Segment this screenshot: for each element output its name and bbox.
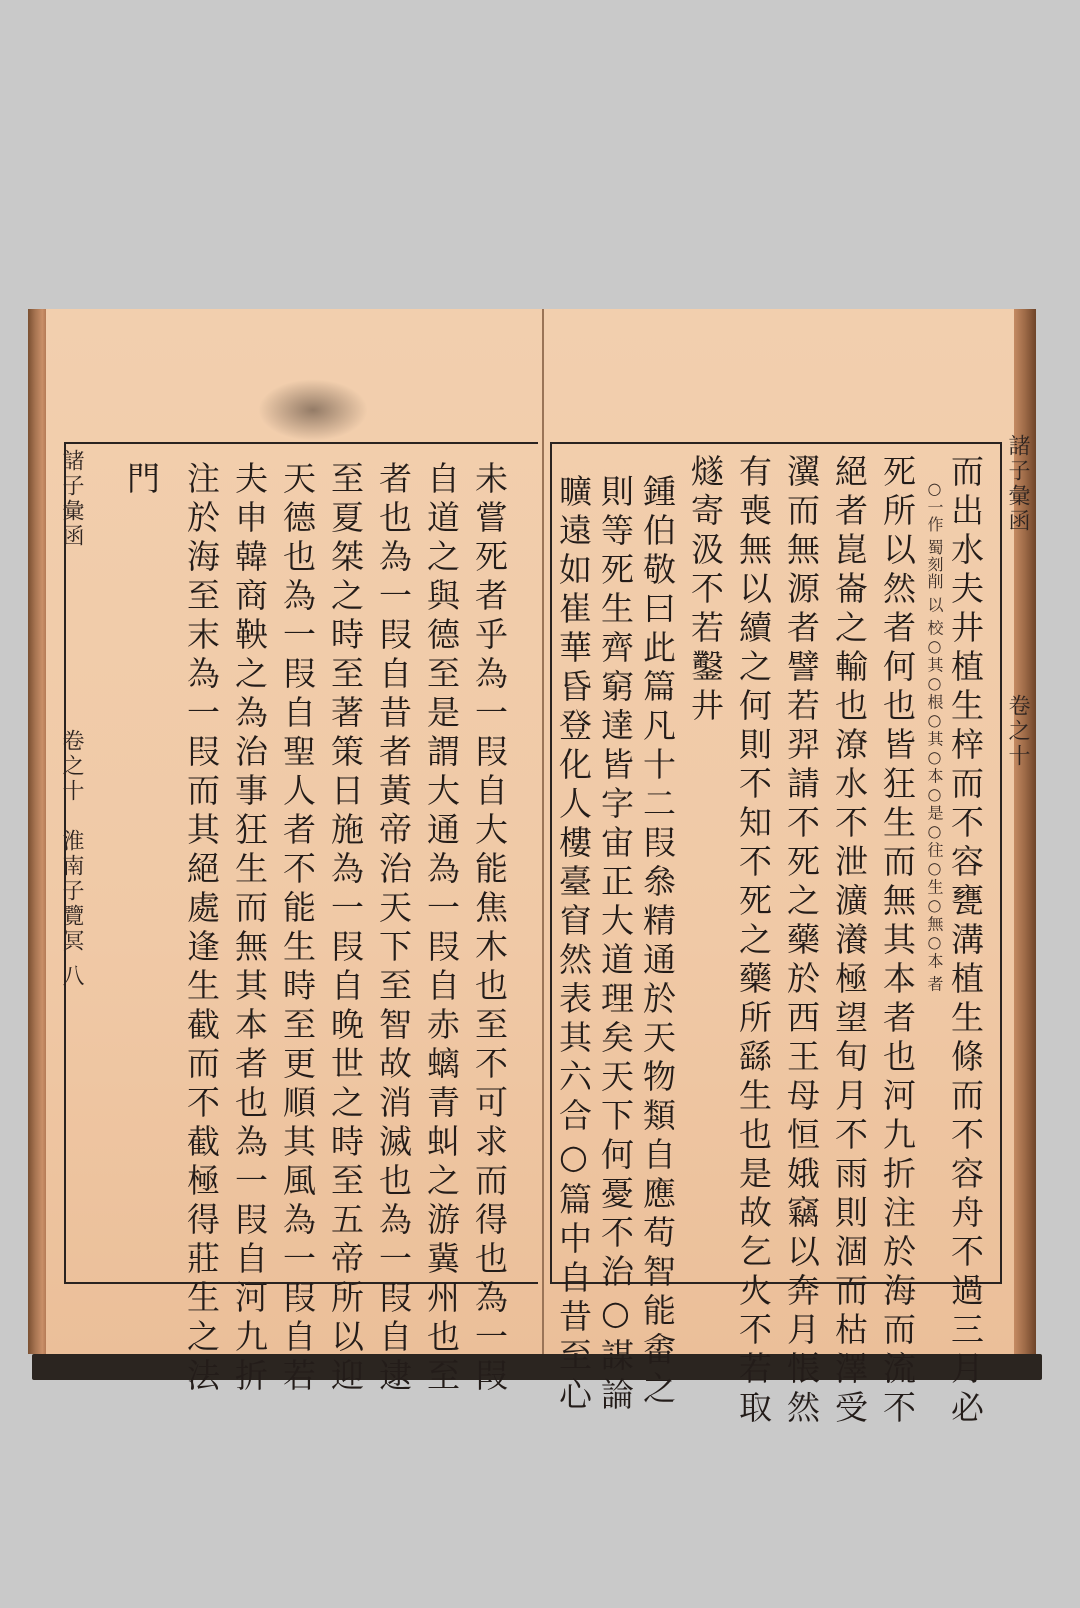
left-column-4: 至夏桀之時至著策日施為一叚自晚世之時至五帝所以迎 — [326, 461, 365, 1397]
left-column-1: 未嘗死者乎為一叚自大能焦木也至不可求而得也為一叚 — [470, 461, 509, 1397]
left-column-8: 門 — [122, 461, 161, 500]
left-column-3: 者也為一叚自昔者黃帝治天下至智故消滅也為一叚自逮 — [374, 461, 413, 1397]
left-column-7: 注於海至末為一叚而其絕處逢生截而不截極得莊生之法 — [182, 461, 221, 1397]
right-column-note: ○一作 蜀刻削 以 校○其○根○其○本○是○往○生○無○本 者 — [925, 479, 944, 993]
right-column-5: 有喪無以續之何則不知不死之藥所繇生也是故乞火不若取 — [734, 454, 773, 1429]
left-page — [28, 309, 544, 1397]
left-column-2: 自道之與德至是謂大通為一叚自赤螭青虯之游冀州也至 — [422, 461, 461, 1397]
right-column-4: 瀷而無源者譬若羿請不死之藥於西王母恒娥竊以奔月悵然 — [782, 454, 821, 1429]
right-page — [544, 309, 1036, 1429]
left-margin-title: 諸子彙函 — [59, 449, 84, 549]
open-book — [18, 309, 1042, 1429]
right-column-2: 死所以然者何也皆狂生而無其本者也河九折注於海而流不 — [878, 454, 917, 1429]
right-column-8: 則等死生齊窮達皆字宙正大道理矣天下何憂不治○謀論 — [596, 474, 635, 1416]
left-column-5: 天德也為一叚自聖人者不能生時至更順其風為一叚自若 — [278, 461, 317, 1397]
right-header-title: 諸子彙函 — [1005, 434, 1030, 534]
right-column-6: 燧寄汲不若鑿井 — [686, 454, 725, 727]
left-margin-chapter: 淮南子覽冥 八 — [59, 829, 84, 989]
right-column-1: 而出水夫井植生梓而不容甕溝植生條而不容舟不過三月必 — [946, 454, 985, 1429]
right-header-volume: 卷之十 — [1005, 694, 1030, 769]
left-margin-volume: 卷之十 — [59, 729, 84, 804]
left-column-6: 夫申韓商鞅之為治事狂生而無其本者也為一叚自河九折 — [230, 461, 269, 1397]
ink-smudge — [258, 379, 368, 441]
right-column-3: 絕者崑崙之輸也潦水不泄瀇瀁極望旬月不雨則涸而枯澤受 — [830, 454, 869, 1429]
right-column-9: 曠遠如崔華昏登化人樓臺窅然表其六合○篇中自昔至心 — [554, 474, 593, 1416]
left-page-edge — [28, 309, 46, 1354]
right-column-7: 鍾伯敬曰此篇凡十二叚叅精通於天物類自應苟智能畬之 — [638, 474, 677, 1410]
